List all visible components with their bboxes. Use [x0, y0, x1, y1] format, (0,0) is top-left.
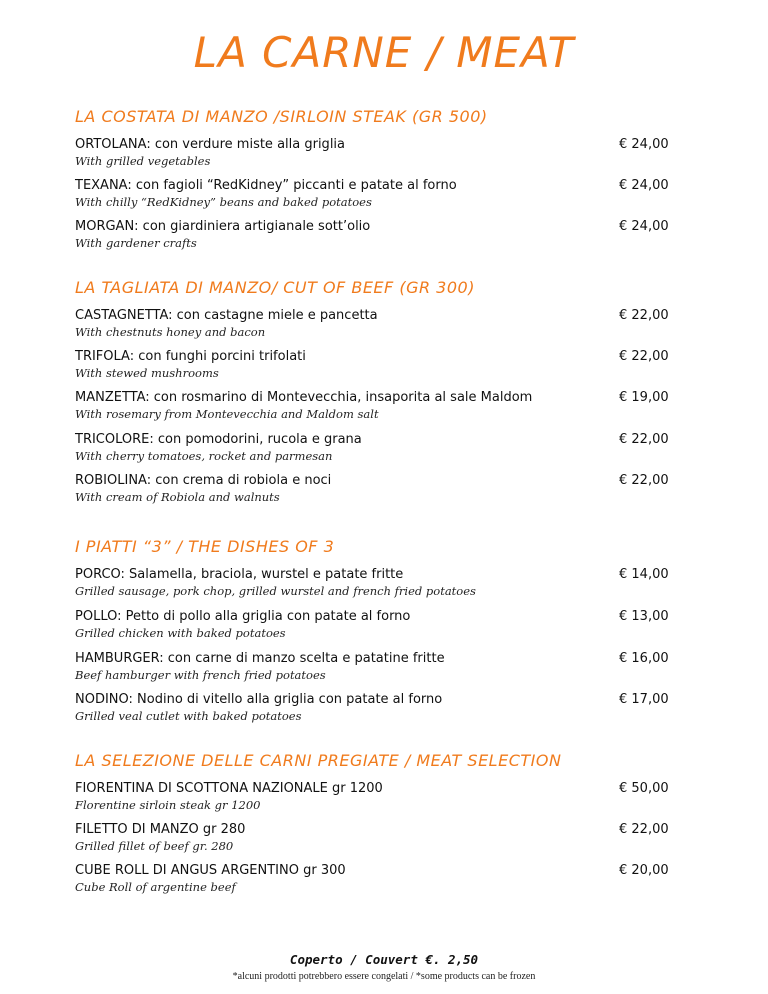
- item-price: € 19,00: [619, 390, 669, 405]
- item-name: MORGAN: con giardiniera artigianale sott’olio: [75, 219, 371, 234]
- item-description: With cream of Robiola and walnuts: [75, 490, 280, 504]
- menu-item: [75, 349, 695, 383]
- menu-item: [75, 651, 695, 685]
- item-price: € 13,00: [619, 609, 669, 624]
- item-price: € 22,00: [619, 349, 669, 364]
- item-name: MANZETTA: con rosmarino di Montevecchia, insaporita al sale Maldom: [75, 390, 533, 405]
- menu-item: [75, 390, 695, 424]
- item-name: TEXANA: con fagioli “RedKidney” piccanti e patate al forno: [75, 178, 457, 193]
- item-price: € 24,00: [619, 178, 669, 193]
- item-description: Grilled sausage, pork chop, grilled wurstel and french fried potatoes: [75, 584, 476, 598]
- item-price: € 16,00: [619, 651, 669, 666]
- menu-item: [75, 863, 695, 897]
- item-description: With gardener crafts: [75, 236, 197, 250]
- menu-item: [75, 692, 695, 726]
- item-description: With chestnuts honey and bacon: [75, 325, 266, 339]
- menu-item: [75, 308, 695, 342]
- item-name: FIORENTINA DI SCOTTONA NAZIONALE gr 1200: [75, 781, 383, 796]
- item-price: € 24,00: [619, 219, 669, 234]
- menu-item: [75, 137, 695, 171]
- item-description: With stewed mushrooms: [75, 366, 219, 380]
- menu-item: [75, 822, 695, 856]
- frozen-products-note: *alcuni prodotti potrebbero essere congelati / *some products can be frozen: [232, 971, 536, 982]
- section-title-sirloin: LA COSTATA DI MANZO /SIRLOIN STEAK (GR 500): [75, 107, 488, 126]
- item-name: HAMBURGER: con carne di manzo scelta e patatine fritte: [75, 651, 445, 666]
- item-description: Beef hamburger with french fried potatoes: [75, 668, 326, 682]
- item-price: € 14,00: [619, 567, 669, 582]
- page-title: LA CARNE / MEAT: [193, 28, 575, 77]
- section-title-dishes-of-3: I PIATTI “3” / THE DISHES OF 3: [75, 537, 335, 556]
- item-price: € 22,00: [619, 822, 669, 837]
- item-name: TRICOLORE: con pomodorini, rucola e grana: [75, 432, 362, 447]
- item-name: ROBIOLINA: con crema di robiola e noci: [75, 473, 332, 488]
- item-description: Grilled chicken with baked potatoes: [75, 626, 286, 640]
- item-description: With cherry tomatoes, rocket and parmesan: [75, 449, 333, 463]
- item-name: FILETTO DI MANZO gr 280: [75, 822, 246, 837]
- menu-item: [75, 432, 695, 466]
- menu-item: [75, 609, 695, 643]
- item-description: With rosemary from Montevecchia and Maldom salt: [75, 407, 379, 421]
- item-description: Cube Roll of argentine beef: [75, 880, 236, 894]
- item-name: CASTAGNETTA: con castagne miele e pancetta: [75, 308, 378, 323]
- item-price: € 17,00: [619, 692, 669, 707]
- item-price: € 24,00: [619, 137, 669, 152]
- item-name: NODINO: Nodino di vitello alla griglia con patate al forno: [75, 692, 443, 707]
- item-description: With chilly “RedKidney” beans and baked potatoes: [75, 195, 372, 209]
- item-name: CUBE ROLL DI ANGUS ARGENTINO gr 300: [75, 863, 346, 878]
- item-name: POLLO: Petto di pollo alla griglia con patate al forno: [75, 609, 411, 624]
- menu-item: [75, 567, 695, 601]
- item-price: € 22,00: [619, 432, 669, 447]
- menu-item: [75, 473, 695, 507]
- menu-item: [75, 178, 695, 212]
- item-description: Grilled veal cutlet with baked potatoes: [75, 709, 302, 723]
- item-name: PORCO: Salamella, braciola, wurstel e patate fritte: [75, 567, 404, 582]
- menu-item: [75, 781, 695, 815]
- cover-charge: Coperto / Couvert €. 2,50: [289, 952, 479, 967]
- item-description: Florentine sirloin steak gr 1200: [75, 798, 261, 812]
- item-name: TRIFOLA: con funghi porcini trifolati: [75, 349, 306, 364]
- item-name: ORTOLANA: con verdure miste alla griglia: [75, 137, 346, 152]
- item-price: € 22,00: [619, 308, 669, 323]
- section-title-meat-selection: LA SELEZIONE DELLE CARNI PREGIATE / MEAT SELECTION: [75, 751, 562, 770]
- item-description: Grilled fillet of beef gr. 280: [75, 839, 234, 853]
- item-price: € 22,00: [619, 473, 669, 488]
- menu-item: [75, 219, 695, 253]
- section-title-cut-of-beef: LA TAGLIATA DI MANZO/ CUT OF BEEF (GR 300): [75, 278, 475, 297]
- item-price: € 20,00: [619, 863, 669, 878]
- item-price: € 50,00: [619, 781, 669, 796]
- item-description: With grilled vegetables: [75, 154, 211, 168]
